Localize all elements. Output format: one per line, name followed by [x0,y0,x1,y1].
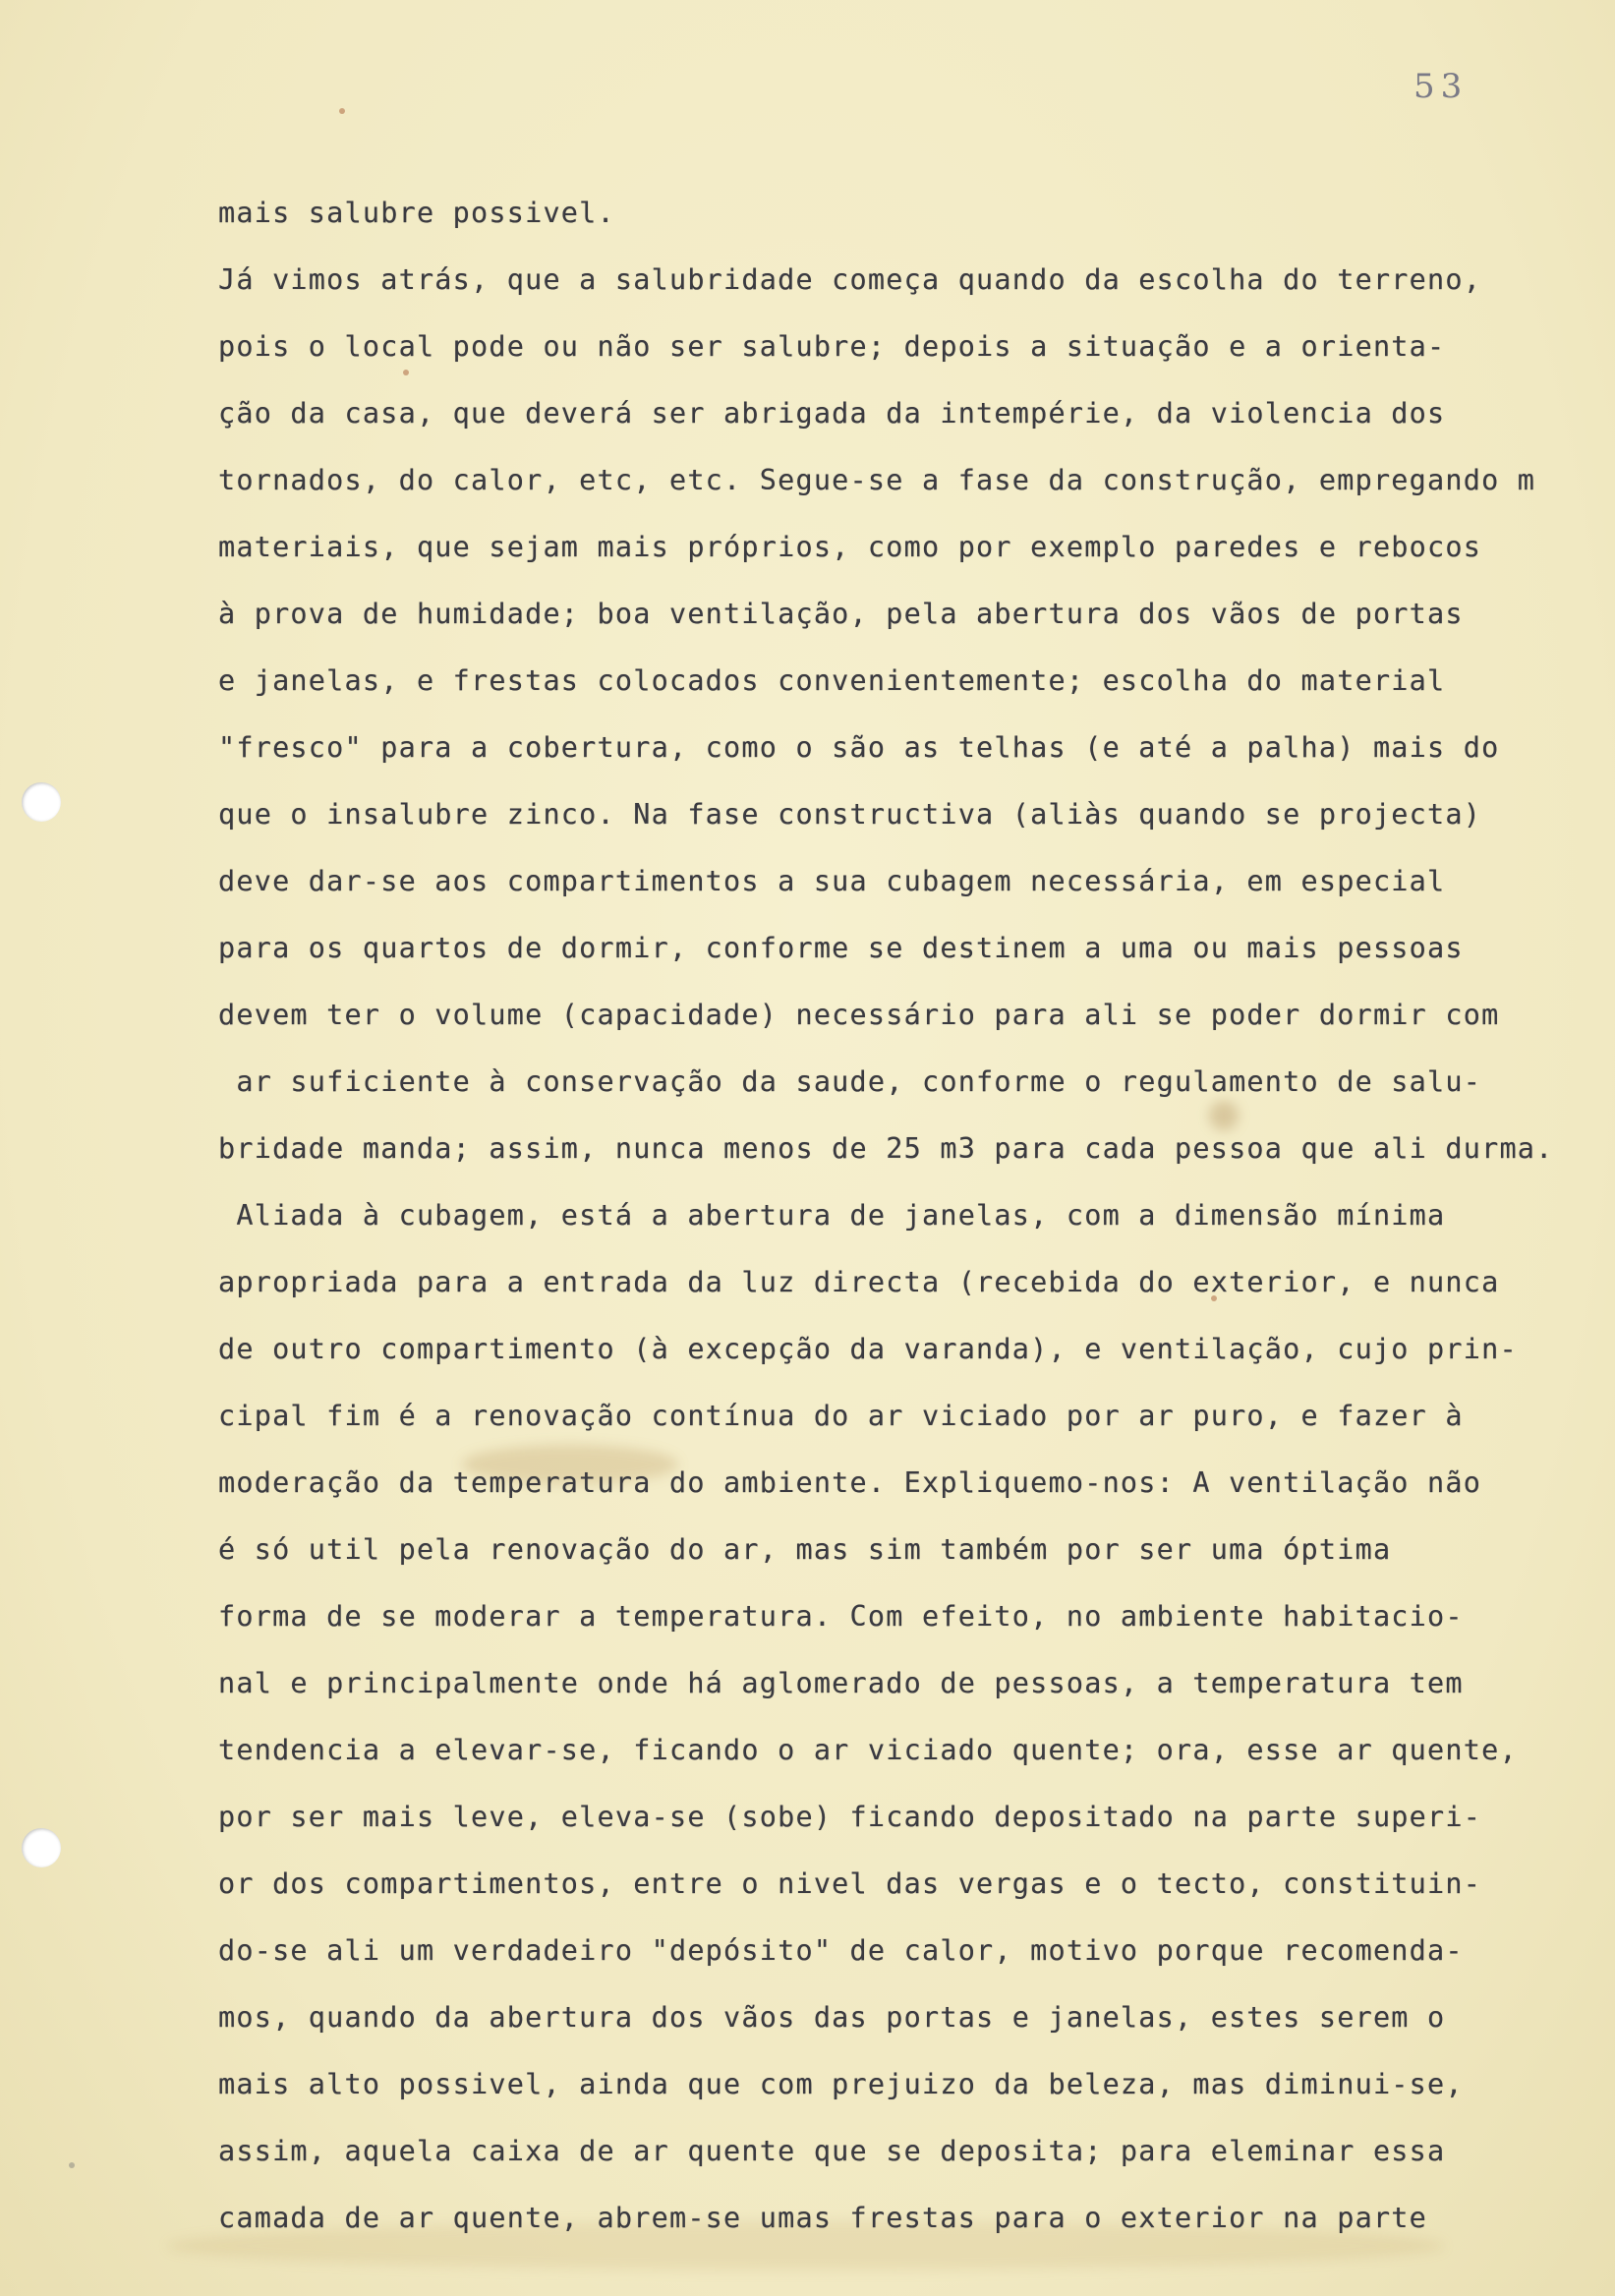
text-line: por ser mais leve, eleva-se (sobe) ficando depositado na parte superi- [218,1801,1482,1833]
text-line: mais alto possivel, ainda que com prejuizo da beleza, mas diminui-se, [218,2068,1464,2100]
text-line: nal e principalmente onde há aglomerado de pessoas, a temperatura tem [218,1667,1464,1699]
page-number: 53 [1413,67,1469,106]
text-line: de outro compartimento (à excepção da varanda), e ventilação, cujo prin- [218,1333,1518,1365]
punch-hole [22,1828,61,1867]
text-line: do-se ali um verdadeiro "depósito" de calor, motivo porque recomenda- [218,1934,1464,1967]
text-line: or dos compartimentos, entre o nivel das vergas e o tecto, constituin- [218,1867,1482,1900]
text-line: forma de se moderar a temperatura. Com efeito, no ambiente habitacio- [218,1600,1464,1633]
text-line: à prova de humidade; boa ventilação, pela abertura dos vãos de portas [218,598,1464,630]
text-line: materiais, que sejam mais próprios, como por exemplo paredes e rebocos [218,531,1482,563]
text-line: deve dar-se aos compartimentos a sua cubagem necessária, em especial [218,865,1446,897]
text-line: mais salubre possivel. [218,197,615,229]
speck [69,2162,75,2168]
text-line: Já vimos atrás, que a salubridade começa quando da escolha do terreno, [218,263,1482,296]
text-line: moderação da temperatura do ambiente. Expliquemo-nos: A ventilação não [218,1466,1482,1499]
punch-hole [22,782,61,822]
speck [339,108,345,114]
text-line: tendencia a elevar-se, ficando o ar viciado quente; ora, esse ar quente, [218,1734,1518,1766]
text-line: é só util pela renovação do ar, mas sim também por ser uma óptima [218,1533,1392,1566]
text-line: "fresco" para a cobertura, como o são as telhas (e até a palha) mais do [218,731,1500,764]
text-line: devem ter o volume (capacidade) necessário para ali se poder dormir com [218,999,1500,1031]
text-line: ar suficiente à conservação da saude, conforme o regulamento de salu- [218,1065,1482,1098]
text-line: camada de ar quente, abrem-se umas frestas para o exterior na parte [218,2202,1428,2234]
text-line: que o insalubre zinco. Na fase constructiva (aliàs quando se projecta) [218,798,1482,831]
text-line: tornados, do calor, etc, etc. Segue-se a fase da construção, empregando m [218,464,1536,496]
text-line: pois o local pode ou não ser salubre; depois a situação e a orienta- [218,330,1446,363]
text-line: mos, quando da abertura dos vãos das portas e janelas, estes serem o [218,2001,1446,2034]
text-line: bridade manda; assim, nunca menos de 25 m3 para cada pessoa que ali durma. [218,1132,1554,1165]
text-line: apropriada para a entrada da luz directa (recebida do exterior, e nunca [218,1266,1500,1298]
text-line: assim, aquela caixa de ar quente que se deposita; para eleminar essa [218,2135,1446,2167]
text-line: ção da casa, que deverá ser abrigada da intempérie, da violencia dos [218,397,1446,430]
text-line: Aliada à cubagem, está a abertura de janelas, com a dimensão mínima [218,1199,1446,1232]
typewritten-text [218,180,1575,2252]
text-line: e janelas, e frestas colocados convenientemente; escolha do material [218,664,1446,697]
text-line: para os quartos de dormir, conforme se destinem a uma ou mais pessoas [218,932,1464,964]
text-line: cipal fim é a renovação contínua do ar viciado por ar puro, e fazer à [218,1400,1464,1432]
